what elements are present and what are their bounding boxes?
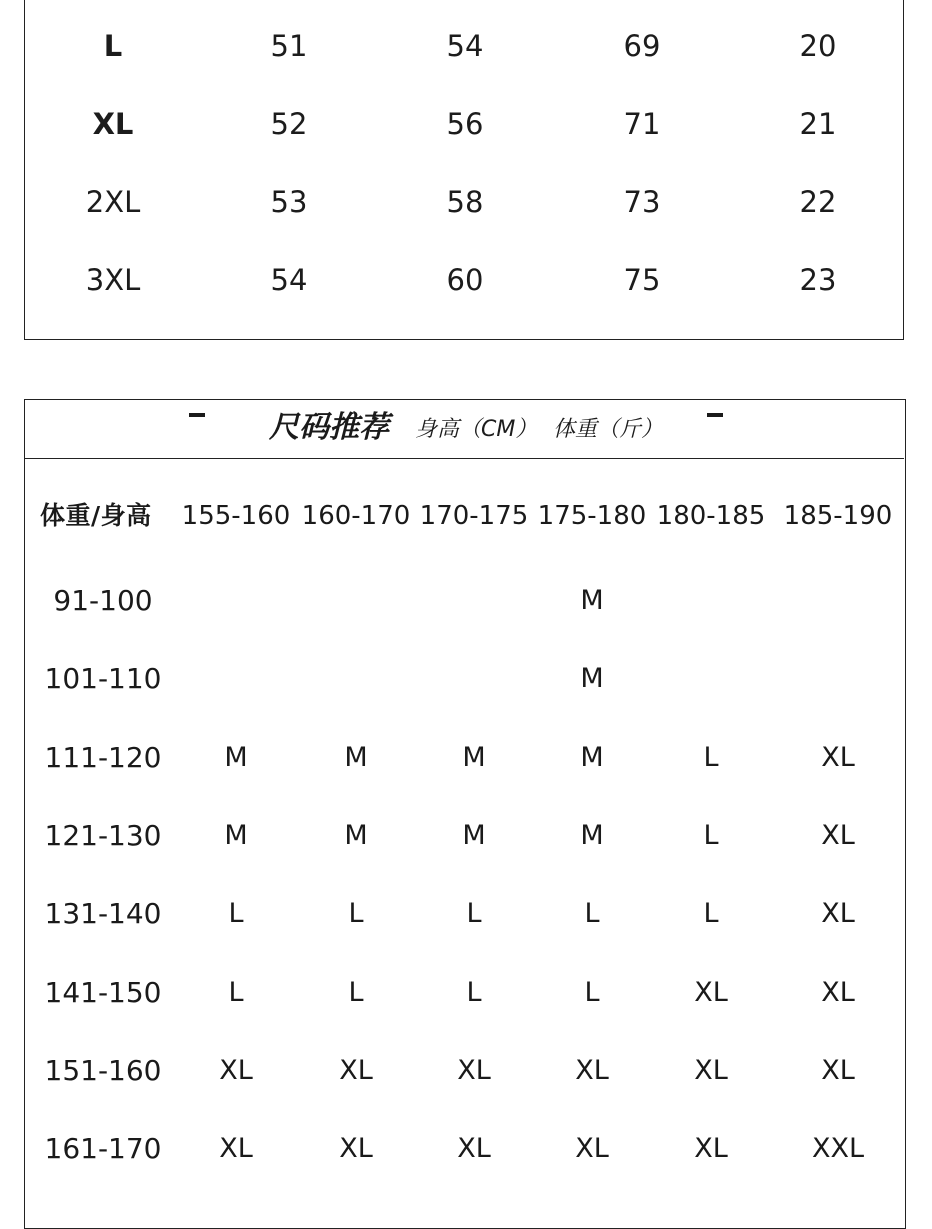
size-row-3xl [25, 260, 905, 300]
recommended-size-cell: M [344, 741, 368, 773]
recommendation-row [25, 738, 905, 778]
recommended-size-cell: XL [575, 1054, 609, 1086]
size-value: 69 [623, 29, 661, 63]
weight-range-label: 101-110 [44, 662, 162, 696]
recommended-size-cell: L [466, 898, 482, 930]
weight-range-label: 121-130 [44, 818, 162, 852]
size-value: 71 [623, 107, 661, 141]
recommended-size-cell: M [580, 741, 604, 773]
recommended-size-cell: M [462, 741, 486, 773]
recommended-size-cell: XL [694, 1133, 728, 1165]
recommended-size-cell: XL [821, 898, 855, 930]
recommended-size-cell: M [580, 819, 604, 851]
weight-height-corner-label: 体重/身高 [40, 501, 152, 530]
height-range-header: 155-160 [181, 501, 291, 531]
recommended-size-cell: L [228, 976, 244, 1008]
weight-range-label: 91-100 [53, 584, 153, 617]
recommended-size-cell: XL [694, 976, 728, 1008]
recommended-size-cell: XL [219, 1133, 253, 1165]
size-value: 58 [446, 185, 484, 219]
size-row-xl [25, 104, 905, 144]
recommendation-row [25, 816, 905, 856]
recommendation-row [25, 1129, 905, 1169]
recommended-size-cell: XL [821, 819, 855, 851]
recommended-size-cell: M [580, 663, 604, 695]
recommendation-header [25, 400, 904, 459]
recommended-size-cell: L [703, 898, 719, 930]
recommended-size-cell: L [348, 976, 364, 1008]
size-row-l [25, 26, 905, 66]
size-value: 23 [799, 263, 837, 297]
size-value: 54 [270, 263, 308, 297]
size-label: XL [92, 107, 134, 141]
recommended-size-cell: XXL [811, 1133, 865, 1165]
height-range-header: 175-180 [537, 501, 647, 531]
size-value: 51 [270, 29, 308, 63]
recommendation-row [25, 894, 905, 934]
size-label: 3XL [85, 263, 141, 297]
recommended-size-cell: XL [457, 1133, 491, 1165]
size-row-2xl [25, 182, 905, 222]
recommendation-row [25, 581, 905, 621]
recommended-size-cell: XL [457, 1054, 491, 1086]
size-value: 21 [799, 107, 837, 141]
height-unit-label: 身高（CM） [415, 417, 538, 442]
recommended-size-cell: M [224, 741, 248, 773]
size-value: 54 [446, 29, 484, 63]
recommendation-row [25, 973, 905, 1013]
height-header-row [25, 496, 905, 536]
recommendation-row [25, 659, 905, 699]
size-value: 75 [623, 263, 661, 297]
size-value: 60 [446, 263, 484, 297]
recommended-size-cell: L [348, 898, 364, 930]
header-dash-right [707, 413, 723, 417]
recommended-size-cell: XL [821, 1054, 855, 1086]
height-range-header: 170-175 [419, 501, 529, 531]
recommended-size-cell: L [584, 898, 600, 930]
recommended-size-cell: XL [821, 741, 855, 773]
recommended-size-cell: XL [339, 1133, 373, 1165]
recommended-size-cell: M [224, 819, 248, 851]
height-range-header: 160-170 [301, 501, 411, 531]
header-dash-left [189, 413, 205, 417]
recommended-size-cell: M [462, 819, 486, 851]
size-value: 73 [623, 185, 661, 219]
weight-range-label: 131-140 [44, 897, 162, 931]
size-value: 22 [799, 185, 837, 219]
weight-range-label: 161-170 [44, 1132, 162, 1166]
recommended-size-cell: M [580, 585, 604, 616]
size-value: 20 [799, 29, 837, 63]
weight-unit-label: 体重（斤） [553, 417, 664, 442]
recommended-size-cell: L [466, 976, 482, 1008]
recommended-size-cell: XL [821, 976, 855, 1008]
recommended-size-cell: M [344, 819, 368, 851]
size-label: 2XL [85, 185, 141, 219]
size-chart-table [24, 0, 904, 340]
size-value: 56 [446, 107, 484, 141]
recommended-size-cell: L [584, 976, 600, 1008]
height-range-header: 185-190 [783, 501, 893, 531]
recommended-size-cell: L [703, 819, 719, 851]
weight-range-label: 141-150 [44, 975, 162, 1009]
recommended-size-cell: L [228, 898, 244, 930]
weight-range-label: 151-160 [44, 1053, 162, 1087]
recommended-size-cell: XL [694, 1054, 728, 1086]
recommended-size-cell: L [703, 741, 719, 773]
recommended-size-cell: XL [575, 1133, 609, 1165]
size-value: 52 [270, 107, 308, 141]
size-value: 53 [270, 185, 308, 219]
height-range-header: 180-185 [656, 501, 766, 531]
recommendation-title: 尺码推荐 [269, 410, 389, 445]
size-recommendation-table [24, 399, 906, 1229]
recommendation-row [25, 1051, 905, 1091]
recommended-size-cell: XL [339, 1054, 373, 1086]
weight-range-label: 111-120 [44, 740, 162, 774]
size-label: L [103, 29, 123, 63]
recommended-size-cell: XL [219, 1054, 253, 1086]
